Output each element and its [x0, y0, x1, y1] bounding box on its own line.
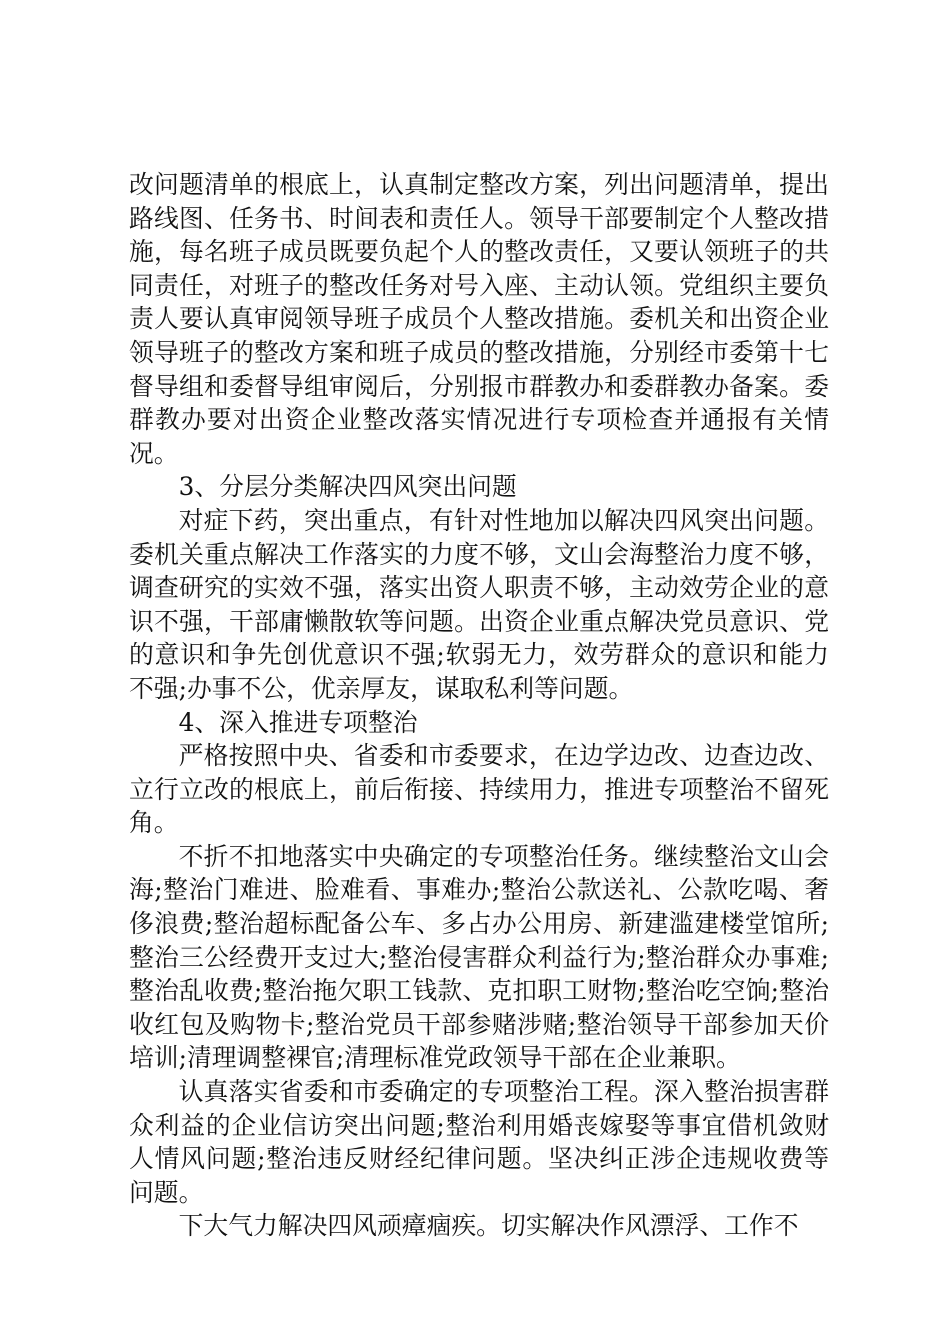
paragraph-central-rectification-tasks: 不折不扣地落实中央确定的专项整治任务。继续整治文山会海;整治门难进、脸难看、事难办;整治公款送礼、公款吃喝、奢侈浪费;整治超标配备公车、多占办公用房、新建滥建楼堂馆所;整治三公经费开支过大;整治侵害群众利益行为;整治群众办事难;整治乱收费;整治拖欠职工钱款、克扣职工财物;整治吃空饷;整治收红包及购物卡;整治党员干部参赌涉赌;整治领导干部参加天价培训;清理调整裸官;清理标准党政领导干部在企业兼职。 — [129, 841, 829, 1073]
paragraph-targeted-solutions: 对症下药，突出重点，有针对性地加以解决四风突出问题。委机关重点解决工作落实的力度不够，文山会海整治力度不够，调查研究的实效不强，落实出资人职责不够，主动效劳企业的意识不强，干部庸懒散软等问题。出资企业重点解决党员意识、党的意识和争先创优意识不强;软弱无力，效劳群众的意识和能力不强;办事不公，优亲厚友，谋取私利等问题。 — [129, 505, 829, 703]
paragraph-strict-requirements: 严格按照中央、省委和市委要求，在边学边改、边查边改、立行立改的根底上，前后衔接、持续用力，推进专项整治不留死角。 — [129, 741, 829, 838]
paragraph-stubborn-problems: 下大气力解决四风顽瘴痼疾。切实解决作风漂浮、工作不 — [178, 1211, 799, 1241]
paragraph-provincial-rectification-projects: 认真落实省委和市委确定的专项整治工程。深入整治损害群众利益的企业信访突出问题;整治利用婚丧嫁娶等事宜借机敛财人情风问题;整治违反财经纪律问题。坚决纠正涉企违规收费等问题。 — [129, 1077, 829, 1207]
paragraph-continued-rectification-plan: 改问题清单的根底上，认真制定整改方案，列出问题清单，提出路线图、任务书、时间表和责任人。领导干部要制定个人整改措施，每名班子成员既要负起个人的整改责任，又要认领班子的共同责任，对班子的整改任务对号入座、主动认领。党组织主要负责人要认真审阅领导班子成员个人整改措施。委机关和出资企业领导班子的整改方案和班子成员的整改措施，分别经市委第十七督导组和委督导组审阅后，分别报市群教办和委群教办备案。委群教办要对出资企业整改落实情况进行专项检查并通报有关情况。 — [129, 170, 829, 468]
document-body — [129, 168, 829, 1243]
section-heading-3: 3、分层分类解决四风突出问题 — [178, 472, 517, 502]
section-heading-4: 4、深入推进专项整治 — [178, 707, 418, 737]
